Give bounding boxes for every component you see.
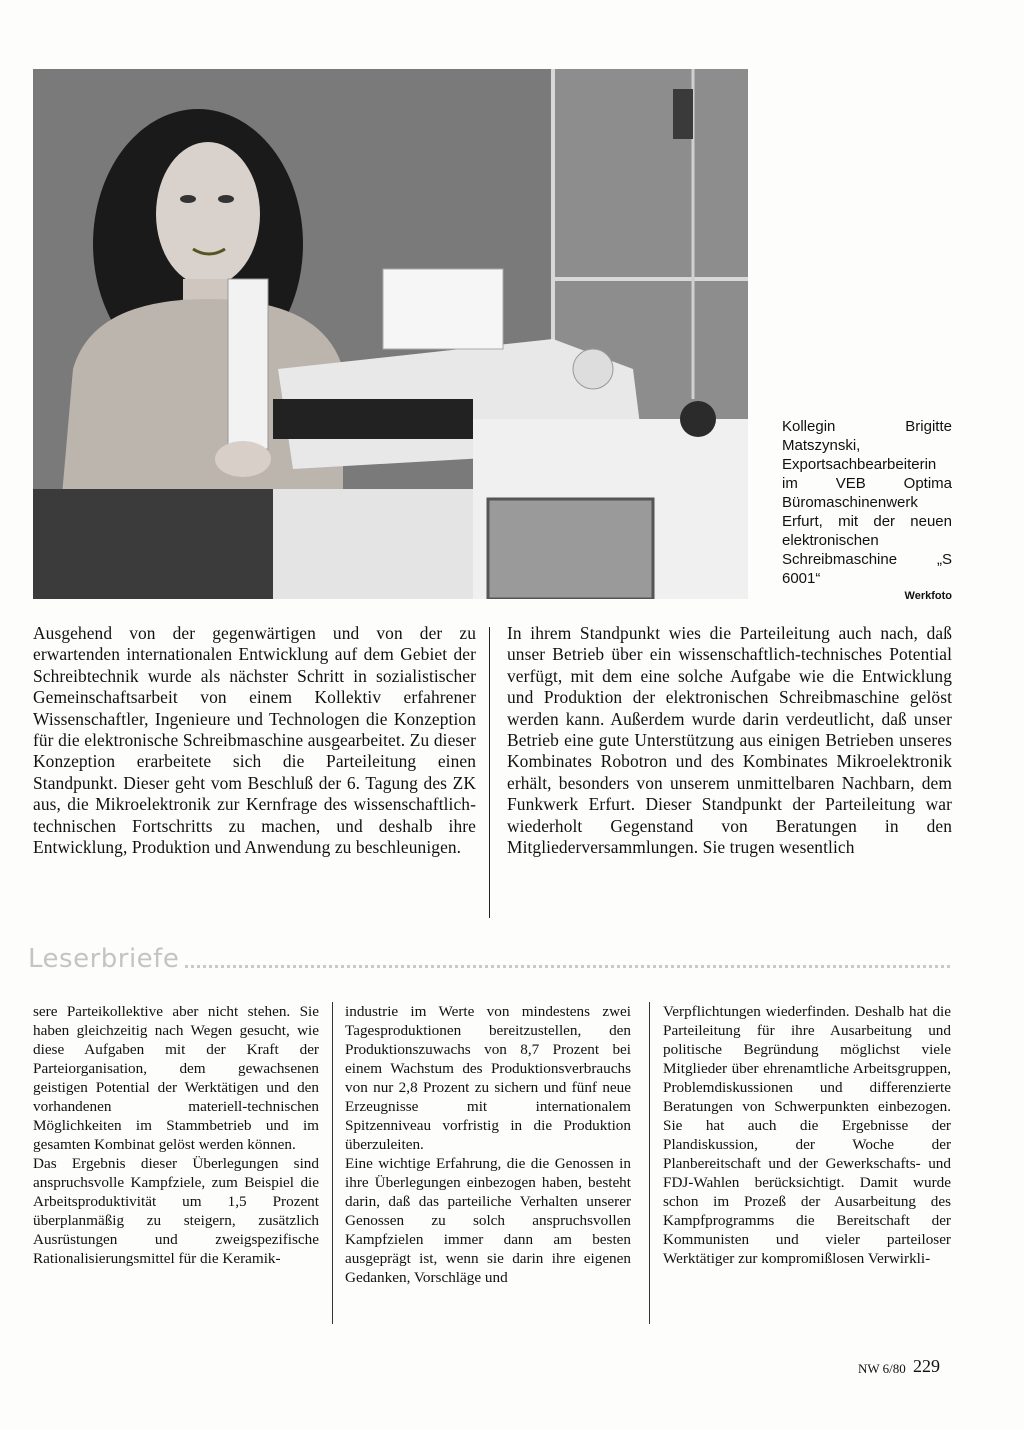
article-lower-column-2 — [345, 1002, 631, 1287]
photo-credit: Werkfoto — [904, 590, 952, 602]
section-rule — [185, 965, 950, 968]
column-divider — [649, 1002, 650, 1324]
paragraph: Verpflichtungen wiederfinden. Deshalb hat die Parteileitung für ihre Ausarbeitung und politische Begründung möglichst viele Mitglieder über ehrenamtliche Arbeitsgruppen, Problemdiskussionen und differenzierte Beratungen von Schwerpunkten einbezogen. Sie hat auch die Ergebnisse der Plandiskussion, der Woche der Planbereitschaft und der Gewerkschafts- und FDJ-Wahlen berücksichtigt. Damit wurde schon im Prozeß der Ausarbeitung des Kampfprogramms die Bereitschaft der Kommunisten und vieler parteiloser Werktätiger zur kompromißlosen Verwirkli- — [663, 1003, 951, 1267]
photo — [33, 69, 748, 599]
journal-issue: NW 6/80 — [858, 1361, 906, 1376]
caption-text: Kollegin Brigitte Matszynski, Exportsachbearbeiterin im VEB Optima Büromaschinenwerk Erfurt, mit der neuen elektronischen Schreibmaschine „S 6001“ — [782, 418, 952, 587]
paragraph: Ausgehend von der gegenwärtigen und von der zu erwartenden internationalen Entwicklung auf dem Gebiet der Schreibtechnik wurde als nächster Schritt in sozialistischer Gemeinschaftsarbeit von einem Kollektiv erfahrener Wissenschaftler, Ingenieure und Technologen die Konzeption für die elektronische Schreibmaschine ausgearbeitet. Zu dieser Konzeption erarbeitete sich die Parteileitung einen Standpunkt. Dieser geht vom Beschluß der 6. Tagung des ZK aus, die Mikroelektronik zur Kernfrage des wissenschaftlich-technischen Fortschritts zu machen, und deshalb ihre Entwicklung, Produktion und Anwendung zu beschleunigen. — [33, 623, 476, 858]
paragraph: Das Ergebnis dieser Überlegungen sind anspruchsvolle Kampfziele, zum Beispiel die Arbeitsproduktivität um 1,5 Prozent überplanmäßig zu steigern, zusätzlich Ausrüstungen und zweigspezifische Rationalisierungsmittel für die Keramik- — [33, 1155, 319, 1267]
article-lower-column-3 — [663, 1002, 951, 1268]
article-upper-right-column — [507, 623, 952, 858]
paragraph: sere Parteikollektive aber nicht stehen. Sie haben gleichzeitig nach Wegen gesucht, wie diese Aufgaben mit der Kraft der Parteiorganisation, dem gewachsenen geistigen Potential der Werktätigen und den vorhandenen materiell-technischen Möglichkeiten im Stammbetrieb und im gesamten Kombinat gelöst werden können. — [33, 1003, 319, 1153]
column-divider — [332, 1002, 333, 1324]
page-number: 229 — [913, 1356, 940, 1376]
photo-woman-typewriter-icon — [33, 69, 748, 599]
article-upper-left-column — [33, 623, 476, 858]
section-title: Leserbriefe — [28, 944, 180, 974]
article-lower-column-1 — [33, 1002, 319, 1268]
paragraph: industrie im Werte von mindestens zwei Tagesproduktionen bereitzustellen, den Produktionszuwachs von 8,7 Prozent bei einem Wachstum des Produktionsverbrauchs von nur 2,8 Prozent zu sichern und fünf neue Erzeugnisse mit internationalem Spitzenniveau vorfristig in die Produktion überzuleiten. — [345, 1003, 631, 1153]
paragraph: In ihrem Standpunkt wies die Parteileitung auch nach, daß unser Betrieb über ein wissenschaftlich-technisches Potential verfügt, mit dem eine solche Aufgabe wie die Entwicklung und Produktion der elektronischen Schreibmaschine gelöst werden kann. Außerdem wurde darin verdeutlicht, daß unser Betrieb eine gute Unterstützung aus einigen Betrieben unseres Kombinates Robotron und des Kombinates Mikroelektronik erhält, besonders von unserem unmittelbaren Nachbarn, dem Funkwerk Erfurt. Dieser Standpunkt der Parteileitung war wiederholt Gegenstand von Beratungen in den Mitgliederversammlungen. Sie trugen wesentlich — [507, 623, 952, 858]
paragraph: Eine wichtige Erfahrung, die die Genossen in ihre Überlegungen einbezogen haben, besteht darin, daß das parteiliche Verhalten unserer Genossen zu solch anspruchsvollen Kampfzielen immer dann am besten ausgeprägt ist, wenn sie darin ihre eigenen Gedanken, Vorschläge und — [345, 1155, 631, 1286]
column-divider — [489, 627, 490, 918]
photo-caption — [782, 417, 952, 588]
